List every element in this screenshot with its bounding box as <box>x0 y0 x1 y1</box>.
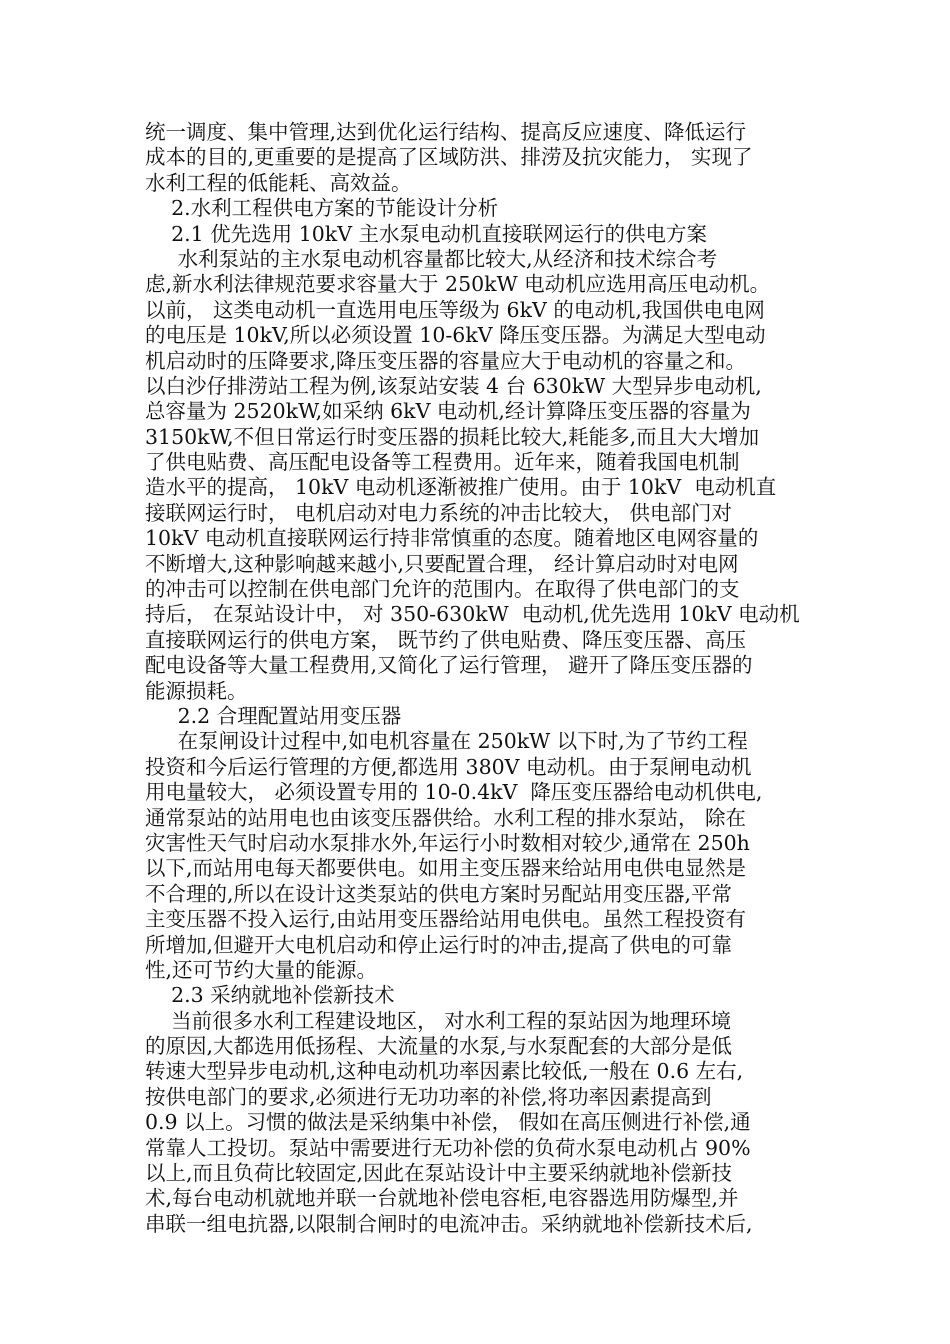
text-line: 当前很多水利工程建设地区， 对水利工程的泵站因为地理环境 <box>145 1008 732 1033</box>
text-line: 统一调度、集中管理,达到优化运行结构、提高反应速度、降低运行 <box>145 120 747 144</box>
text-line: 投资和今后运行管理的方便,都选用 380V 电动机。由于泵闸电动机 <box>145 754 752 779</box>
text-line: 术,每台电动机就地并联一台就地补偿电容柜,电容器选用防爆型,并 <box>145 1186 739 1211</box>
text-line: 2.2 合理配置站用变压器 <box>145 703 402 728</box>
text-line: 虑,新水利法律规范要求容量大于 250kW 电动机应选用高压电动机。 <box>145 272 771 297</box>
text-line: 通常泵站的站用电也由该变压器供给。水利工程的排水泵站， 除在 <box>145 805 747 830</box>
text-line: 用电量较大， 必须设置专用的 10-0.4kV 降压变压器给电动机供电, <box>145 780 763 805</box>
text-line: 不断增大,这种影响越来越小,只要配置合理， 经计算启动时对电网 <box>145 551 739 576</box>
text-line: 3150kW,不但日常运行时变压器的损耗比较大,耗能多,而且大大增加 <box>145 424 760 449</box>
text-line: 直接联网运行的供电方案， 既节约了供电贴费、降压变压器、高压 <box>145 627 747 652</box>
text-line: 造水平的提高， 10kV 电动机逐渐被推广使用。由于 10kV 电动机直 <box>145 475 777 500</box>
text-line: 串联一组电抗器,以限制合闸时的电流冲击。采纳就地补偿新技术后, <box>145 1211 753 1236</box>
text-line: 2.3 采纳就地补偿新技术 <box>145 983 395 1008</box>
text-line: 的原因,大都选用低扬程、大流量的水泵,与水泵配套的大部分是低 <box>145 1034 733 1059</box>
text-line: 总容量为 2520kW,如采纳 6kV 电动机,经计算降压变压器的容量为 <box>145 399 751 424</box>
text-line: 按供电部门的要求,必须进行无功功率的补偿,将功率因素提高到 <box>145 1084 712 1109</box>
text-line: 持后， 在泵站设计中， 对 350-630kW 电动机,优先选用 10kV 电动机 <box>145 602 800 627</box>
text-line: 以白沙仔排涝站工程为例,该泵站安装 4 台 630kW 大型异步电动机, <box>145 373 762 398</box>
text-line: 机启动时的压降要求,降压变压器的容量应大于电动机的容量之和。 <box>145 348 747 373</box>
text-line: 所增加,但避开大电机启动和停止运行时的冲击,提高了供电的可靠 <box>145 932 733 957</box>
text-line: 10kV 电动机直接联网运行持非常慎重的态度。随着地区电网容量的 <box>145 526 759 551</box>
text-line: 了供电贴费、高压配电设备等工程费用。近年来，随着我国电机制 <box>145 450 740 475</box>
text-line: 以下,而站用电每天都要供电。如用主变压器来给站用电供电显然是 <box>145 856 747 881</box>
text-line: 在泵闸设计过程中,如电机容量在 250kW 以下时,为了节约工程 <box>145 729 748 754</box>
text-line: 性,还可节约大量的能源。 <box>145 957 378 982</box>
text-line: 2.水利工程供电方案的节能设计分析 <box>145 196 499 221</box>
text-line: 能源损耗。 <box>145 678 248 703</box>
text-line: 0.9 以上。习惯的做法是采纳集中补偿， 假如在高压侧进行补偿,通 <box>145 1110 751 1135</box>
body-text <box>145 120 820 1237</box>
text-line: 主变压器不投入运行,由站用变压器给站用电供电。虽然工程投资有 <box>145 907 747 932</box>
text-line: 不合理的,所以在设计这类泵站的供电方案时另配站用变压器,平常 <box>145 881 733 906</box>
text-line: 成本的目的,更重要的是提高了区域防洪、排涝及抗灾能力， 实现了 <box>145 145 753 170</box>
text-line: 以前， 这类电动机一直选用电压等级为 6kV 的电动机,我国供电电网 <box>145 297 765 322</box>
text-line: 接联网运行时， 电机启动对电力系统的冲击比较大， 供电部门对 <box>145 500 733 525</box>
text-line: 水利工程的低能耗、高效益。 <box>145 170 412 195</box>
text-line: 的冲击可以控制在供电部门允许的范围内。在取得了供电部门的支 <box>145 577 740 602</box>
text-line: 灾害性天气时启动水泵排水外,年运行小时数相对较少,通常在 250h <box>145 830 750 855</box>
text-line: 的电压是 10kV,所以必须设置 10-6kV 降压变压器。为满足大型电动 <box>145 323 766 348</box>
text-line: 2.1 优先选用 10kV 主水泵电动机直接联网运行的供电方案 <box>145 221 708 246</box>
text-line: 常靠人工投切。泵站中需要进行无功补偿的负荷水泵电动机占 90% <box>145 1135 751 1160</box>
text-line: 水利泵站的主水泵电动机容量都比较大,从经济和技术综合考 <box>145 246 718 271</box>
text-line: 转速大型异步电动机,这种电动机功率因素比较低,一般在 0.6 左右, <box>145 1059 744 1084</box>
text-line: 配电设备等大量工程费用,又简化了运行管理， 避开了降压变压器的 <box>145 653 753 678</box>
text-line: 以上,而且负荷比较固定,因此在泵站设计中主要采纳就地补偿新技 <box>145 1161 733 1186</box>
